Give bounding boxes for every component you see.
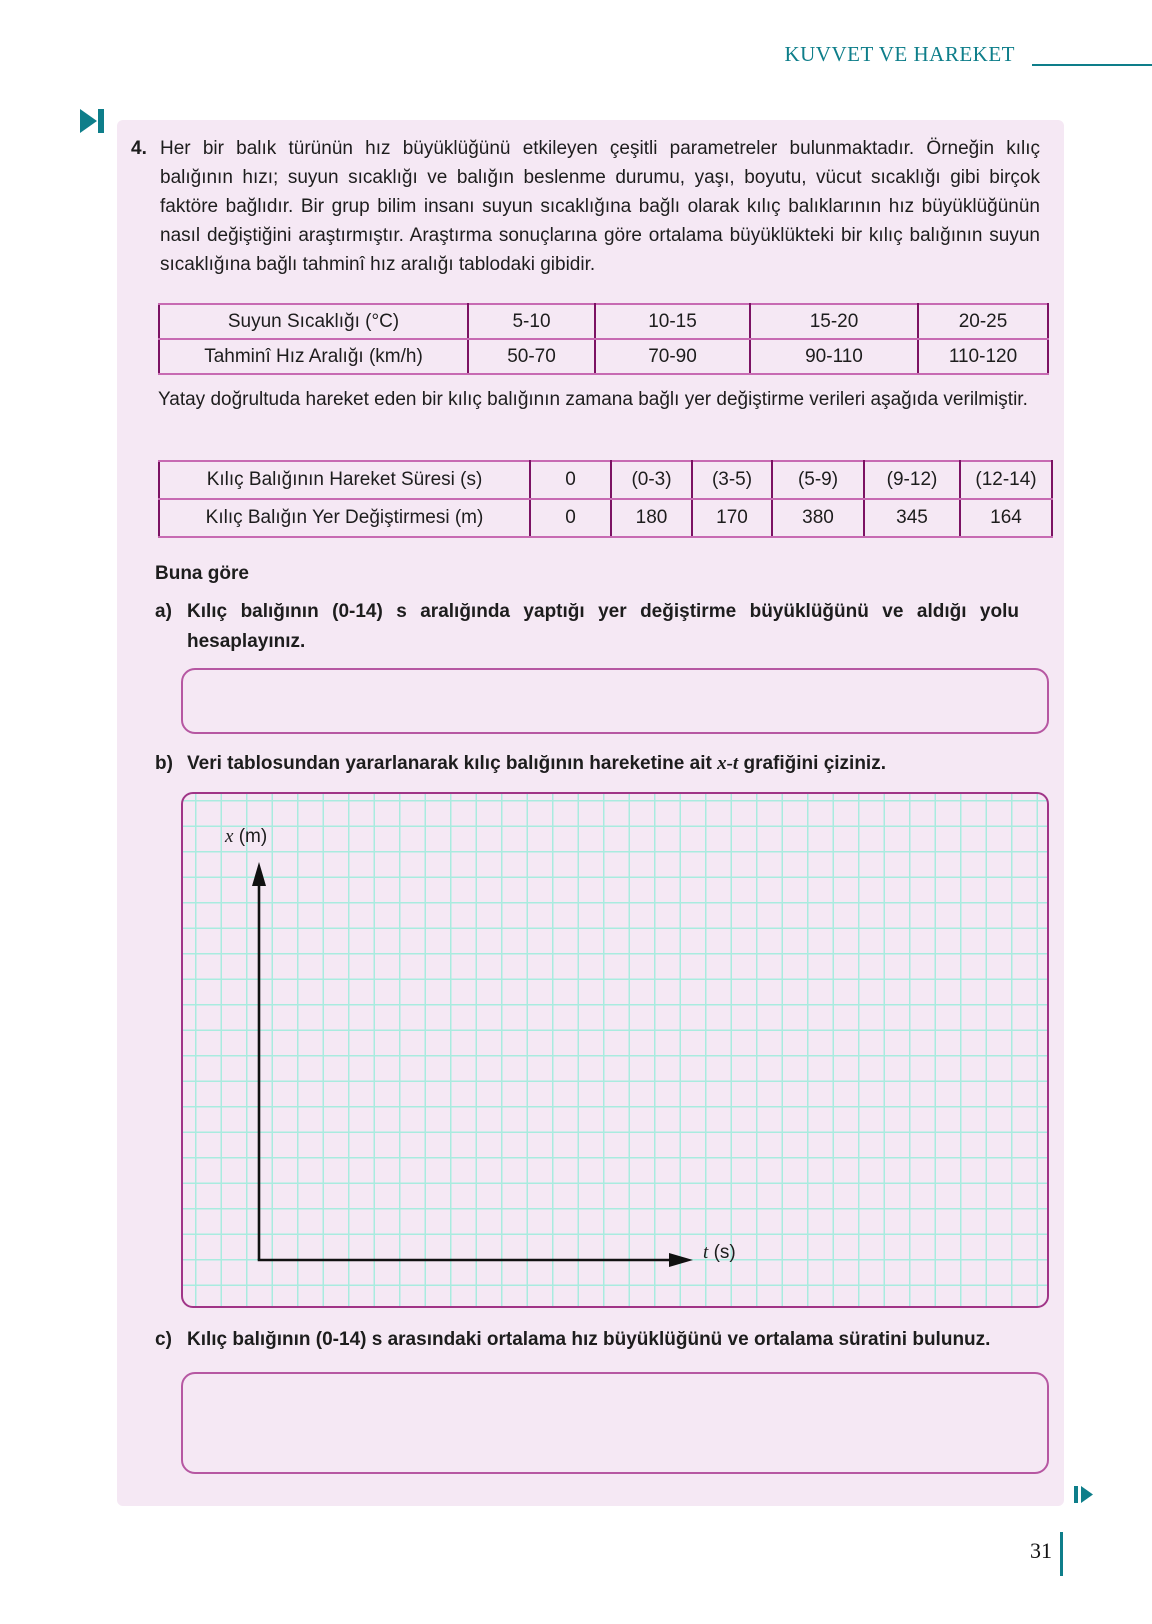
answer-box-a[interactable]: [181, 668, 1049, 734]
table-cell: 0: [530, 499, 611, 537]
table-cell: 90-110: [750, 339, 918, 374]
header-underline: [1032, 64, 1152, 66]
table-cell: 0: [530, 461, 611, 499]
part-a-label: a): [155, 601, 172, 622]
part-c-text: Kılıç balığının (0-14) s arasındaki ortalama hız büyüklüğünü ve ortalama süratini bulunuz.: [187, 1329, 991, 1350]
table-cell: (3-5): [692, 461, 772, 499]
temperature-speed-table: [158, 303, 1049, 375]
part-b-label: b): [155, 753, 173, 774]
page-number: 31: [1030, 1538, 1052, 1563]
table-cell: (5-9): [772, 461, 864, 499]
skip-forward-icon: [79, 108, 107, 134]
table-cell: 110-120: [918, 339, 1048, 374]
graph-axes: [183, 794, 1047, 1306]
table-cell: 20-25: [918, 304, 1048, 339]
y-axis-label: x (m): [225, 826, 268, 847]
table-cell: 380: [772, 499, 864, 537]
table-cell: 70-90: [595, 339, 750, 374]
time-displacement-table: [158, 460, 1053, 538]
table-cell: (12-14): [960, 461, 1052, 499]
table-cell: 345: [864, 499, 960, 537]
table-row: [159, 499, 1052, 537]
table-cell: 50-70: [468, 339, 595, 374]
table-cell: 180: [611, 499, 692, 537]
chapter-title: KUVVET VE HAREKET: [784, 42, 1015, 66]
part-b-text: Veri tablosundan yararlanarak kılıç balığının hareketine ait x-t grafiğini çiziniz.: [187, 753, 886, 774]
question-middle-text: Yatay doğrultuda hareket eden bir kılıç balığının zamana bağlı yer değiştirme verileri aşağıda verilmiştir.: [158, 389, 1028, 410]
part-a-text: Kılıç balığının (0-14) s aralığında yaptığı yer değiştirme büyüklüğünü ve aldığı yolu hesaplayınız.: [187, 601, 1019, 652]
x-axis-arrowhead: [669, 1253, 693, 1267]
table-cell: (0-3): [611, 461, 692, 499]
row-header-cell: Tahminî Hız Aralığı (km/h): [159, 339, 468, 374]
table-cell: 170: [692, 499, 772, 537]
buna-gore-heading: Buna göre: [155, 563, 249, 584]
xt-math-symbol: x-t: [717, 753, 739, 774]
question-part-a: [155, 597, 1025, 657]
part-c-label: c): [155, 1329, 172, 1350]
table-cell: (9-12): [864, 461, 960, 499]
page-number-rule: [1060, 1532, 1063, 1576]
graph-drawing-area[interactable]: [181, 792, 1049, 1308]
row-header-cell: Suyun Sıcaklığı (°C): [159, 304, 468, 339]
question-number: 4.: [131, 138, 147, 159]
row-header-cell: Kılıç Balığın Yer Değiştirmesi (m): [159, 499, 530, 537]
table-cell: 15-20: [750, 304, 918, 339]
table-cell: 164: [960, 499, 1052, 537]
question-part-c: [155, 1325, 1045, 1355]
question-panel: [117, 120, 1064, 1506]
question-part-b: [155, 749, 1035, 779]
table-cell: 10-15: [595, 304, 750, 339]
question-intro-text: Her bir balık türünün hız büyüklüğünü etkileyen çeşitli parametreler bulunmaktadır. Örneğin kılıç balığının hızı; suyun sıcaklığı ve balığın beslenme durumu, yaşı, boyutu, vücut sıcaklığı gibi birçok faktöre bağlıdır. Bir grup bilim insanı suyun sıcaklığına bağlı olarak kılıç balıklarının hız büyüklüğünün nasıl değiştiğini araştırmıştır. Araştırma sonuçlarına göre ortalama büyüklükteki bir kılıç balığının suyun sıcaklığına bağlı tahminî hız aralığı tablodaki gibidir.: [160, 138, 1040, 275]
skip-forward-small-icon: [1074, 1486, 1094, 1503]
answer-box-c[interactable]: [181, 1372, 1049, 1474]
row-header-cell: Kılıç Balığının Hareket Süresi (s): [159, 461, 530, 499]
x-axis-label: t (s): [703, 1242, 736, 1263]
table-cell: 5-10: [468, 304, 595, 339]
table-row: [159, 339, 1048, 374]
table-row: [159, 304, 1048, 339]
y-axis-arrowhead: [252, 862, 266, 886]
table-row: [159, 461, 1052, 499]
question-intro-row: [131, 134, 1043, 279]
